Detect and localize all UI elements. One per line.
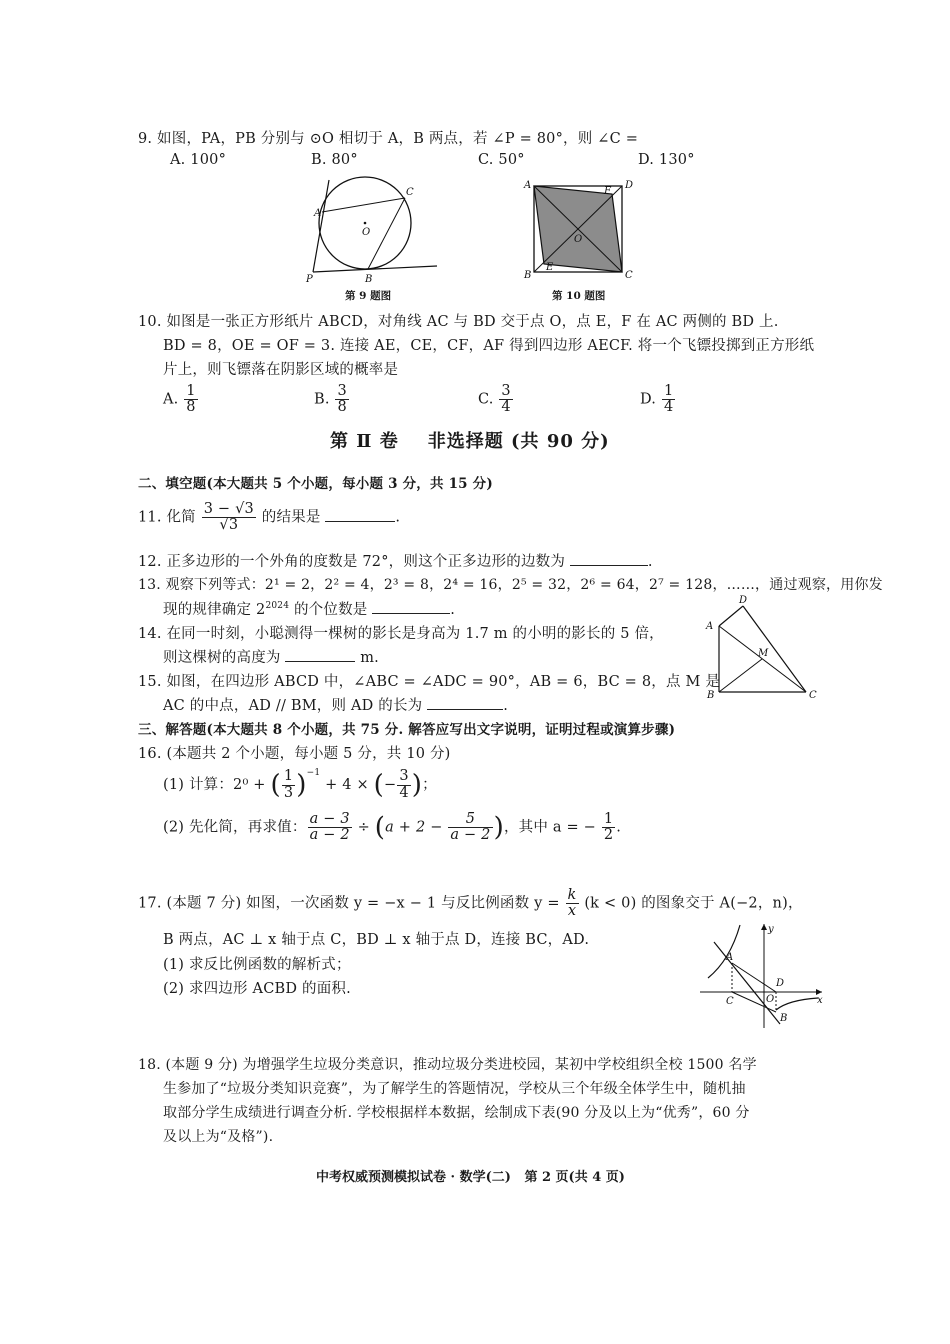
- q17-fraction: $\frac{k}{x}$: [567, 887, 577, 920]
- fig15-label-d: D: [739, 595, 748, 606]
- q16-p1-fraction-2: $\frac{3}{4}$: [399, 768, 409, 801]
- q15-answer-blank[interactable]: [427, 697, 503, 710]
- q10-option-c: C. $\frac{3}{4}$: [478, 383, 511, 416]
- q16-p2-fraction-1: $\frac{a - 3}{a - 2}$: [309, 811, 350, 844]
- solve-heading: 三、解答题(本大题共 8 个小题，共 75 分. 解答应写出文字说明，证明过程或演算步骤): [138, 722, 676, 738]
- q18-line-1: 18. (本题 9 分) 为增强学生垃圾分类意识，推动垃圾分类进校园，某初中学校组织全校 1500 名学: [138, 1057, 757, 1073]
- q10-line-2: BD = 8，OE = OF = 3. 连接 AE，CE，CF，AF 得到四边形 AECF. 将一个飞镖投掷到正方形纸: [163, 338, 815, 354]
- q11-answer-blank[interactable]: [325, 509, 395, 522]
- q10-option-d: D. $\frac{1}{4}$: [640, 383, 674, 416]
- fig9-label-b: B: [365, 274, 373, 285]
- q10-option-b-fraction: $\frac{3}{8}$: [337, 383, 347, 416]
- q9-option-b: B. 80°: [311, 152, 358, 168]
- q13-line-2: 现的规律确定 $2^{2024}$ 的个位数是 .: [163, 601, 456, 618]
- fig17-label-a: A: [726, 952, 734, 963]
- q9-option-c: C. 50°: [478, 152, 525, 168]
- q10-line-1: 10. 如图是一张正方形纸片 ABCD，对角线 AC 与 BD 交于点 O，点 E，F 在 AC 两侧的 BD 上.: [138, 314, 779, 330]
- fig9-label-o: O: [362, 227, 371, 238]
- fig10-label-o: O: [574, 234, 583, 245]
- q16-p2-fraction-2: $\frac{5}{a - 2}$: [450, 811, 491, 844]
- q16-p1-fraction: $\frac{1}{3}$: [283, 768, 294, 801]
- fill-heading: 二、填空题(本大题共 5 个小题，每小题 3 分，共 15 分): [138, 476, 493, 492]
- fig10-label-c: C: [625, 270, 633, 281]
- q9-option-a: A. 100°: [170, 152, 227, 168]
- fig9-label-a: A: [314, 208, 322, 219]
- fig17-label-x: x: [817, 995, 823, 1006]
- fig10-label-b: B: [524, 270, 532, 281]
- fig9-label-p: P: [306, 274, 313, 285]
- q11: 11. 化简 $\frac{3 - √3}{√3}$ 的结果是 .: [138, 501, 401, 534]
- fig17-label-b: B: [780, 1013, 788, 1024]
- q16-part-1: (1) 计算：2⁰ + ( $\frac{1}{3}$ )$^{-1}$ + 4 × (− $\frac{3}{4}$ )；: [163, 768, 437, 801]
- q13-answer-blank[interactable]: [372, 601, 450, 614]
- figure-9-caption: 第 9 题图: [345, 290, 392, 302]
- q14-line-1: 14. 在同一时刻，小聪测得一棵树的影长是身高为 1.7 m 的小明的影长的 5 倍，: [138, 626, 664, 642]
- q16-head: 16. (本题共 2 个小题，每小题 5 分，共 10 分): [138, 746, 451, 762]
- fig17-label-c: C: [726, 996, 734, 1007]
- fig17-label-d: D: [776, 978, 785, 989]
- fig17-label-y: y: [768, 924, 774, 935]
- fig10-label-a: A: [524, 180, 532, 191]
- q18-line-4: 及以上为“及格”).: [163, 1129, 274, 1145]
- fig10-label-d: D: [625, 180, 634, 191]
- q18-line-2: 生参加了“垃圾分类知识竞赛”，为了解学生的答题情况，学校从三个年级全体学生中，随机抽: [163, 1081, 746, 1097]
- q12-answer-blank[interactable]: [570, 553, 648, 566]
- q15-line-1: 15. 如图，在四边形 ABCD 中，∠ABC = ∠ADC = 90°，AB = 6，BC = 8，点 M 是: [138, 674, 721, 690]
- q9-stem: 9. 如图，PA，PB 分别与 ⊙O 相切于 A，B 两点，若 ∠P = 80°，则 ∠C =: [138, 131, 639, 147]
- q11-fraction: $\frac{3 - √3}{√3}$: [203, 501, 254, 534]
- q9-option-d: D. 130°: [638, 152, 695, 168]
- fig15-label-a: A: [706, 621, 714, 632]
- figure-15: [702, 594, 828, 706]
- fig10-label-e: E: [546, 262, 554, 273]
- q14-line-2: 则这棵树的高度为 m.: [163, 650, 379, 666]
- q10-option-a: A. $\frac{1}{8}$: [163, 383, 196, 416]
- fig10-label-f: F: [604, 186, 611, 197]
- q10-option-b: B. $\frac{3}{8}$: [314, 383, 347, 416]
- section-2-title: 第 Ⅱ 卷 非选择题 (共 90 分): [330, 431, 610, 452]
- q16-part-2: (2) 先化简，再求值： $\frac{a - 3}{a - 2}$ ÷ (a + 2 − $\frac{5}{a - 2}$ )，其中 a = − $\frac{1}{2}$ .: [163, 811, 622, 844]
- q12: 12. 正多边形的一个外角的度数是 72°，则这个正多边形的边数为 .: [138, 554, 653, 570]
- q10-option-d-fraction: $\frac{1}{4}$: [663, 383, 674, 416]
- fig15-label-c: C: [809, 690, 817, 701]
- q10-line-3: 片上，则飞镖落在阴影区域的概率是: [163, 362, 399, 378]
- fig9-label-c: C: [406, 187, 414, 198]
- figure-10: [522, 178, 642, 282]
- page-footer: 中考权威预测模拟试卷 · 数学(二) 第 2 页(共 4 页): [316, 1170, 625, 1185]
- q17-line-2: B 两点，AC ⊥ x 轴于点 C，BD ⊥ x 轴于点 D，连接 BC，AD.: [163, 932, 590, 948]
- q10-option-a-fraction: $\frac{1}{8}$: [186, 383, 196, 416]
- q10-option-c-fraction: $\frac{3}{4}$: [501, 383, 511, 416]
- q16-p2-fraction-3: $\frac{1}{2}$: [603, 811, 614, 844]
- figure-9: [305, 174, 445, 286]
- q17-part-1: (1) 求反比例函数的解析式；: [163, 957, 351, 973]
- fig15-label-m: M: [758, 648, 769, 659]
- q18-line-3: 取部分学生成绩进行调查分析. 学校根据样本数据，绘制成下表(90 分及以上为“优秀”，60 分: [163, 1105, 750, 1121]
- figure-10-caption: 第 10 题图: [552, 290, 606, 302]
- fig17-label-o: O: [766, 994, 775, 1005]
- q17-part-2: (2) 求四边形 ACBD 的面积.: [163, 981, 351, 997]
- q13-line-1: 13. 观察下列等式：2¹ = 2，2² = 4，2³ = 8，2⁴ = 16，2⁵ = 32，2⁶ = 64，2⁷ = 128，……，通过观察，用你发: [138, 577, 883, 593]
- figure-17: [698, 920, 828, 1032]
- q15-line-2: AC 的中点，AD // BM，则 AD 的长为 .: [163, 698, 509, 714]
- fig15-label-b: B: [707, 690, 715, 701]
- q14-answer-blank[interactable]: [285, 649, 355, 662]
- q17-line-1: 17. (本题 7 分) 如图，一次函数 y = −x − 1 与反比例函数 y = $\frac{k}{x}$ (k < 0) 的图象交于 A(−2，n)，: [138, 887, 803, 920]
